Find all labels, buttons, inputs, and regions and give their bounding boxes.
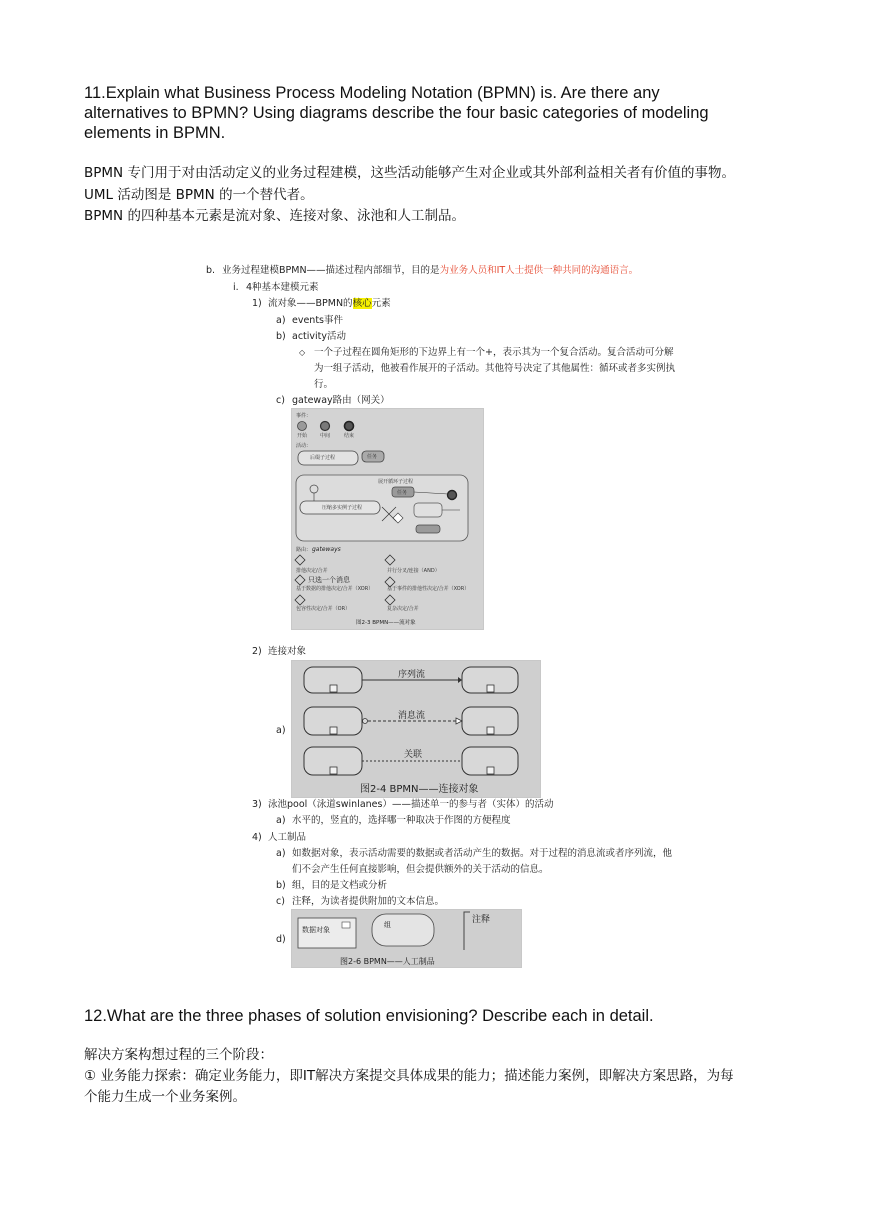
gateway-handwriting-2: 只选一个消息 [308,576,350,584]
gateway-6: 复杂决定/合并 [387,606,419,612]
note-b-marker: b. [206,265,216,276]
note-b-text: 业务过程建模BPMN——描述过程内部细节，目的是为业务人员和IT人士提供一种共同的沟通语言。 [222,265,639,276]
note-3-text: 泳池pool（泳道swinlanes）——描述单一的参与者（实体）的活动 [268,799,554,810]
note-4a-text1: 如数据对象，表示活动需要的数据或者活动产生的数据。对于过程的消息流或者序列流，他 [292,848,673,859]
note-1b-detail3: 行。 [314,379,334,390]
note-1b-marker: b) [276,331,286,342]
answer-11-line2: UML 活动图是 BPMN 的一个替代者。 [84,187,314,203]
answer-11-line1: BPMN 专门用于对由活动定义的业务过程建模，这些活动能够产生对企业或其外部利益相关者有价值的事物。 [84,165,735,181]
question-11-title-line1: 11.Explain what Business Process Modeling Notation (BPMN) is. Are there any [84,84,660,102]
question-12-title: 12.What are the three phases of solution envisioning? Describe each in detail. [84,1007,654,1025]
figure-connecting-objects [291,660,541,798]
event-end-label: 结束 [344,433,355,439]
note-2a-marker: a) [276,725,286,736]
note-1b-text: activity活动 [292,331,347,342]
note-1b-detail1: 一个子过程在圆角矩形的下边界上有一个+，表示其为一个复合活动。复合活动可分解 [314,347,674,358]
note-1a-text: events事件 [292,315,344,326]
event-mid-label: 中间 [320,433,331,439]
figure-2-3-caption: 图2-3 BPMN——流对象 [356,620,416,626]
association-label: 关联 [404,750,423,760]
figure-artifacts [291,909,522,968]
figure-flow-objects [291,408,484,630]
answer-11-line3: BPMN 的四种基本元素是流对象、连接对象、泳池和人工制品。 [84,208,465,224]
note-4-text: 人工制品 [268,832,307,843]
start-event-icon [298,422,307,431]
figure-2-6-caption: 图2-6 BPMN——人工制品 [340,957,435,966]
data-object-icon [342,922,350,928]
note-4d-marker: d) [276,934,286,945]
note-4c-marker: c) [276,896,285,907]
group-label: 组 [384,921,391,929]
multi-instance-text: 压缩多实例子过程 [322,505,363,511]
answer-12-item1-line2: 个能力生成一个业务案例。 [84,1089,246,1105]
note-4c-text: 注释，为读者提供附加的文本信息。 [292,896,445,907]
note-1c-marker: c) [276,395,285,406]
sequence-flow-label: 序列流 [398,670,426,680]
annotation-label: 注释 [472,915,491,925]
gateway-1: 排他决定/合并 [296,568,328,574]
note-3a-text: 水平的，竖直的，选择哪一种取决于作图的方便程度 [292,815,511,826]
diamond-bullet-icon: ◇ [299,348,306,357]
gateway-2: 并行分叉/连接（AND） [387,568,440,574]
question-11-title-line2: alternatives to BPMN? Using diagrams describe the four basic categories of modeling [84,104,709,122]
note-1a-marker: a) [276,315,286,326]
note-2-marker: 2) [252,646,262,657]
gateway-handwriting: gateways [312,546,341,553]
note-1-text: 流对象——BPMN的核心元素 [268,298,391,309]
note-4a-text2: 们不会产生任何直接影响，但会提供额外的关于活动的信息。 [292,864,549,875]
gateway-5: 包容性决定/合并（OR） [296,606,351,612]
flow-objects-diagram [292,409,483,629]
gateway-3: 基于数据的排他决定/合并（XOR） [296,586,374,592]
end-event-icon [345,422,354,431]
note-i-text: 4种基本建模元素 [246,282,319,293]
note-b-text-red: 为业务人员和IT人士提供一种共同的沟通语言。 [439,265,639,276]
activity-label: 活动： [296,443,312,449]
subprocess-text: 后缀子过程 [310,455,336,461]
events-label: 事件： [296,413,312,419]
answer-12-intro: 解决方案构想过程的三个阶段： [84,1047,273,1063]
note-1c-text: gateway路由（网关） [292,395,390,406]
note-3a-marker: a) [276,815,286,826]
note-4b-text: 组，目的是文档或分析 [292,880,388,891]
answer-12-item1-line1: ① 业务能力探索：确定业务能力，即IT解决方案提交具体成果的能力；描述能力案例，即解决方案思路，为每 [84,1068,734,1084]
event-start-label: 开始 [297,433,308,439]
note-3-marker: 3) [252,799,262,810]
note-1-marker: 1) [252,298,262,309]
note-4a-marker: a) [276,848,286,859]
data-object-label: 数据对象 [302,926,330,934]
gateway-4: 基于事件的排他性决定/合并（XOR） [387,586,470,592]
group-shape [372,914,434,946]
inner-task-text: 任务 [397,490,408,496]
note-4b-marker: b) [276,880,286,891]
note-2-text: 连接对象 [268,646,307,657]
note-4-marker: 4) [252,832,262,843]
task-text: 任务 [367,454,378,460]
loop-subprocess-text: 展开循环子过程 [378,479,414,485]
connecting-objects-diagram [292,661,540,797]
intermediate-event-icon [321,422,330,431]
note-1-highlight: 核心 [352,298,372,309]
artifacts-diagram [292,910,521,967]
note-1b-detail2: 为一组子活动，他被看作展开的子活动。其他符号决定了其他属性：循环或者多实例执 [314,363,676,374]
question-11-title-line3: elements in BPMN. [84,124,226,142]
note-i-marker: i. [233,282,239,293]
gateway-label: 路由： [296,547,312,553]
figure-2-4-caption: 图2-4 BPMN——连接对象 [360,784,479,795]
message-flow-label: 消息流 [398,711,426,721]
